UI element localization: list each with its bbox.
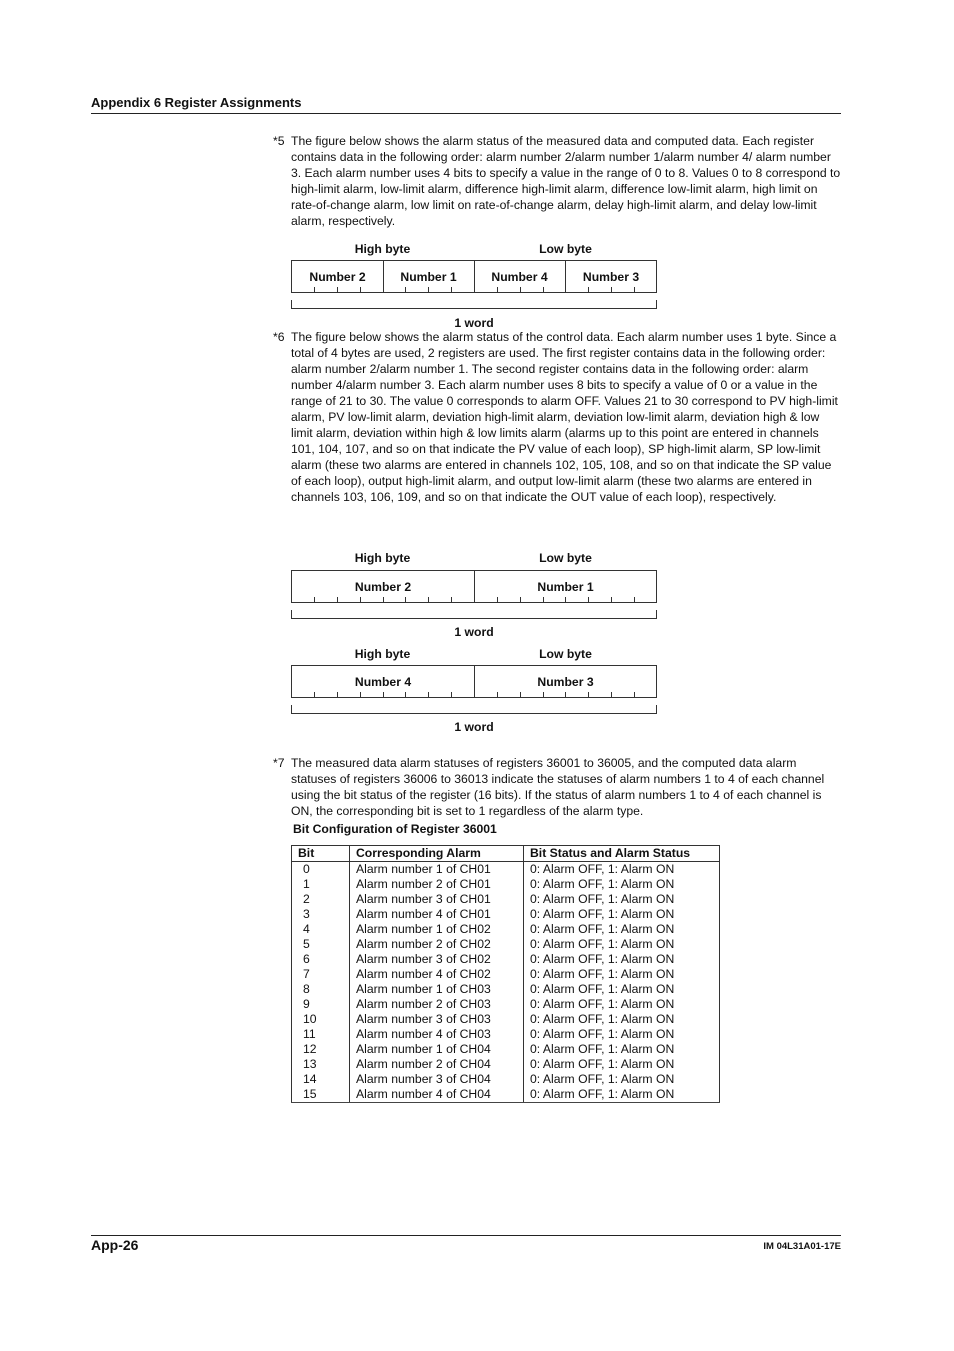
- table-row: [292, 1012, 720, 1027]
- word-bracket: [291, 705, 657, 714]
- header-bit-status: Bit Status and Alarm Status: [524, 846, 720, 862]
- bit-status-cell: 0: Alarm OFF, 1: Alarm ON: [524, 952, 720, 967]
- note-7-text: The measured data alarm statuses of registers 36001 to 36005, and the computed data alarm statuses of registers 36006 to 36013 indicate the statuses of alarm numbers 1 to 4 of each channel using the bit status of the register (16 bits). If the status of alarm numbers 1 to 4 of each channel is ON, the corresponding bit is set to 1 regardless of the alarm type.: [291, 756, 825, 818]
- corresponding-alarm-cell: Alarm number 3 of CH01: [350, 892, 524, 907]
- bit-status-cell: 0: Alarm OFF, 1: Alarm ON: [524, 922, 720, 937]
- bit-number-cell: 7: [292, 967, 350, 982]
- bit-tick: [314, 692, 315, 697]
- corresponding-alarm-cell: Alarm number 3 of CH04: [350, 1072, 524, 1087]
- bit-status-cell: 0: Alarm OFF, 1: Alarm ON: [524, 862, 720, 878]
- low-byte-label: Low byte: [539, 647, 592, 661]
- table-row: [292, 937, 720, 952]
- bit-number-cell: 10: [292, 1012, 350, 1027]
- corresponding-alarm-cell: Alarm number 2 of CH01: [350, 877, 524, 892]
- corresponding-alarm-cell: Alarm number 3 of CH03: [350, 1012, 524, 1027]
- cell-number-1: Number 1: [537, 579, 594, 594]
- bit-status-cell: 0: Alarm OFF, 1: Alarm ON: [524, 1087, 720, 1103]
- bit-tick: [337, 692, 338, 697]
- bit-tick: [383, 597, 384, 602]
- corresponding-alarm-cell: Alarm number 2 of CH03: [350, 997, 524, 1012]
- bit-tick: [337, 597, 338, 602]
- bit-tick: [634, 287, 635, 292]
- corresponding-alarm-cell: Alarm number 1 of CH01: [350, 862, 524, 878]
- corresponding-alarm-cell: Alarm number 3 of CH02: [350, 952, 524, 967]
- bit-tick: [565, 597, 566, 602]
- bit-status-cell: 0: Alarm OFF, 1: Alarm ON: [524, 907, 720, 922]
- bit-tick: [405, 692, 406, 697]
- bit-tick: [360, 597, 361, 602]
- header-rule: [91, 113, 841, 114]
- corresponding-alarm-cell: Alarm number 2 of CH04: [350, 1057, 524, 1072]
- corresponding-alarm-cell: Alarm number 4 of CH02: [350, 967, 524, 982]
- bit-number-cell: 5: [292, 937, 350, 952]
- bit-number-cell: 0: [292, 862, 350, 878]
- bit-tick: [588, 597, 589, 602]
- bit-status-cell: 0: Alarm OFF, 1: Alarm ON: [524, 892, 720, 907]
- bit-tick: [428, 287, 429, 292]
- cell-number-3: Number 3: [582, 269, 640, 284]
- bit-tick: [543, 287, 544, 292]
- table-row: [292, 1027, 720, 1042]
- table-row: [292, 907, 720, 922]
- bit-tick: [428, 597, 429, 602]
- bit-number-cell: 15: [292, 1087, 350, 1103]
- bit-tick: [383, 692, 384, 697]
- bit-tick: [451, 692, 452, 697]
- register-box: [291, 665, 657, 698]
- bit-tick: [611, 692, 612, 697]
- bit-number-cell: 4: [292, 922, 350, 937]
- bit-status-cell: 0: Alarm OFF, 1: Alarm ON: [524, 982, 720, 997]
- table-row: [292, 952, 720, 967]
- bit-tick: [428, 692, 429, 697]
- corresponding-alarm-cell: Alarm number 4 of CH03: [350, 1027, 524, 1042]
- note-6-mark: *6: [273, 330, 285, 344]
- word-label: 1 word: [454, 625, 494, 639]
- bit-status-cell: 0: Alarm OFF, 1: Alarm ON: [524, 967, 720, 982]
- note-5-mark: *5: [273, 134, 285, 148]
- table-body: [292, 862, 720, 1103]
- footer-rule: [91, 1235, 841, 1236]
- cell-number-4: Number 4: [491, 269, 548, 284]
- high-byte-label: High byte: [354, 242, 411, 256]
- table-row: [292, 892, 720, 907]
- bit-number-cell: 13: [292, 1057, 350, 1072]
- bit-number-cell: 1: [292, 877, 350, 892]
- bit-tick: [360, 287, 361, 292]
- word-label: 1 word: [454, 316, 494, 330]
- cell-number-2: Number 2: [354, 579, 412, 594]
- bit-status-cell: 0: Alarm OFF, 1: Alarm ON: [524, 1027, 720, 1042]
- bit-tick: [451, 287, 452, 292]
- bit-tick: [634, 597, 635, 602]
- table-row: [292, 967, 720, 982]
- corresponding-alarm-cell: Alarm number 2 of CH02: [350, 937, 524, 952]
- corresponding-alarm-cell: Alarm number 4 of CH04: [350, 1087, 524, 1103]
- bit-status-cell: 0: Alarm OFF, 1: Alarm ON: [524, 877, 720, 892]
- bit-tick: [588, 287, 589, 292]
- bit-tick: [497, 597, 498, 602]
- bit-tick: [520, 287, 521, 292]
- bit-status-cell: 0: Alarm OFF, 1: Alarm ON: [524, 1012, 720, 1027]
- bit-status-cell: 0: Alarm OFF, 1: Alarm ON: [524, 1072, 720, 1087]
- bit-tick: [611, 287, 612, 292]
- table-row: [292, 982, 720, 997]
- table-caption: Bit Configuration of Register 36001: [293, 822, 497, 836]
- corresponding-alarm-cell: Alarm number 1 of CH02: [350, 922, 524, 937]
- low-byte-label: Low byte: [539, 242, 592, 256]
- note-7-mark: *7: [273, 756, 285, 770]
- bit-number-cell: 12: [292, 1042, 350, 1057]
- bit-tick: [337, 287, 338, 292]
- page-header-title: Appendix 6 Register Assignments: [91, 95, 302, 110]
- page-number: App-26: [91, 1237, 139, 1253]
- bit-tick: [520, 597, 521, 602]
- bit-tick: [405, 287, 406, 292]
- bit-number-cell: 11: [292, 1027, 350, 1042]
- bit-status-cell: 0: Alarm OFF, 1: Alarm ON: [524, 997, 720, 1012]
- cell-number-2: Number 2: [309, 269, 366, 284]
- word-bracket: [291, 610, 657, 619]
- table-header-row: [292, 846, 720, 862]
- bit-tick: [497, 692, 498, 697]
- bit-tick: [565, 692, 566, 697]
- bit-tick: [451, 597, 452, 602]
- header-bit: Bit: [292, 846, 350, 862]
- cell-number-1: Number 1: [400, 269, 457, 284]
- corresponding-alarm-cell: Alarm number 1 of CH03: [350, 982, 524, 997]
- note-5-text: The figure below shows the alarm status of the measured data and computed data. Each register contains data in the following order: alarm number 2/alarm number 1/alarm number 4/ alarm number 3. Each alarm number uses 4 bits to specify a value in the range of 0 to 8. Values 0 to 8 correspond to high-limit alarm, low-limit alarm, difference high-limit alarm, difference low-limit alarm, high limit on rate-of-change alarm, low limit on rate-of-change alarm, delay high-limit alarm, and delay low-limit alarm, respectively.: [291, 134, 841, 228]
- table-row: [292, 1072, 720, 1087]
- bit-number-cell: 3: [292, 907, 350, 922]
- table-row: [292, 997, 720, 1012]
- cell-divider: [474, 666, 475, 697]
- table-row: [292, 1087, 720, 1103]
- high-byte-label: High byte: [354, 647, 411, 661]
- bit-status-cell: 0: Alarm OFF, 1: Alarm ON: [524, 1057, 720, 1072]
- table-row: [292, 1042, 720, 1057]
- bit-tick: [543, 597, 544, 602]
- table-row: [292, 922, 720, 937]
- bit-tick: [611, 597, 612, 602]
- cell-divider: [474, 261, 475, 292]
- cell-divider: [474, 571, 475, 602]
- bit-number-cell: 8: [292, 982, 350, 997]
- table-row: [292, 877, 720, 892]
- bit-tick: [405, 597, 406, 602]
- bit-configuration-table: [291, 845, 720, 1103]
- corresponding-alarm-cell: Alarm number 1 of CH04: [350, 1042, 524, 1057]
- bit-number-cell: 9: [292, 997, 350, 1012]
- cell-divider: [565, 261, 566, 292]
- bit-number-cell: 14: [292, 1072, 350, 1087]
- register-box: [291, 260, 657, 293]
- bit-tick: [543, 692, 544, 697]
- low-byte-label: Low byte: [539, 551, 592, 565]
- bit-number-cell: 2: [292, 892, 350, 907]
- note-6-text: The figure below shows the alarm status of the control data. Each alarm number uses 1 byte. Since a total of 4 bytes are used, 2 registers are used. The first register contains data in the following order: alarm number 2/alarm number 1. The second register contains data in the following order: alarm number 4/alarm number 3. Each alarm number uses 8 bits to specify a value of 0 or a value in the range of 21 to 30. The value 0 corresponds to alarm OFF. Values 21 to 30 correspond to PV high-limit alarm, PV low-limit alarm, deviation high-limit alarm, deviation low-limit alarm, deviation high & low limit alarm, deviation within high & low limits alarm (alarms up to this point are entered in channels 101, 104, 107, and so on that indicate the PV value of each loop), SP high-limit alarm, SP low-limit alarm (these two alarms are entered in channels 102, 105, 108, and so on that indicate the SP value of each loop), output high-limit alarm, and output low-limit alarm (these two alarms are entered in channels 103, 106, 109, and so on that indicate the OUT value of each loop), respectively.: [291, 330, 838, 504]
- bit-status-cell: 0: Alarm OFF, 1: Alarm ON: [524, 1042, 720, 1057]
- cell-number-3: Number 3: [537, 674, 594, 689]
- bit-tick: [497, 287, 498, 292]
- word-bracket: [291, 300, 657, 309]
- table-row: [292, 1057, 720, 1072]
- bit-number-cell: 6: [292, 952, 350, 967]
- document-id: IM 04L31A01-17E: [763, 1241, 841, 1252]
- bit-tick: [314, 287, 315, 292]
- corresponding-alarm-cell: Alarm number 4 of CH01: [350, 907, 524, 922]
- bit-tick: [520, 692, 521, 697]
- bit-tick: [360, 692, 361, 697]
- header-corresponding-alarm: Corresponding Alarm: [350, 846, 524, 862]
- bit-status-cell: 0: Alarm OFF, 1: Alarm ON: [524, 937, 720, 952]
- register-box: [291, 570, 657, 603]
- cell-number-4: Number 4: [354, 674, 412, 689]
- table-row: [292, 862, 720, 878]
- word-label: 1 word: [454, 720, 494, 734]
- cell-divider: [383, 261, 384, 292]
- bit-tick: [634, 692, 635, 697]
- high-byte-label: High byte: [354, 551, 411, 565]
- bit-tick: [588, 692, 589, 697]
- bit-tick: [314, 597, 315, 602]
